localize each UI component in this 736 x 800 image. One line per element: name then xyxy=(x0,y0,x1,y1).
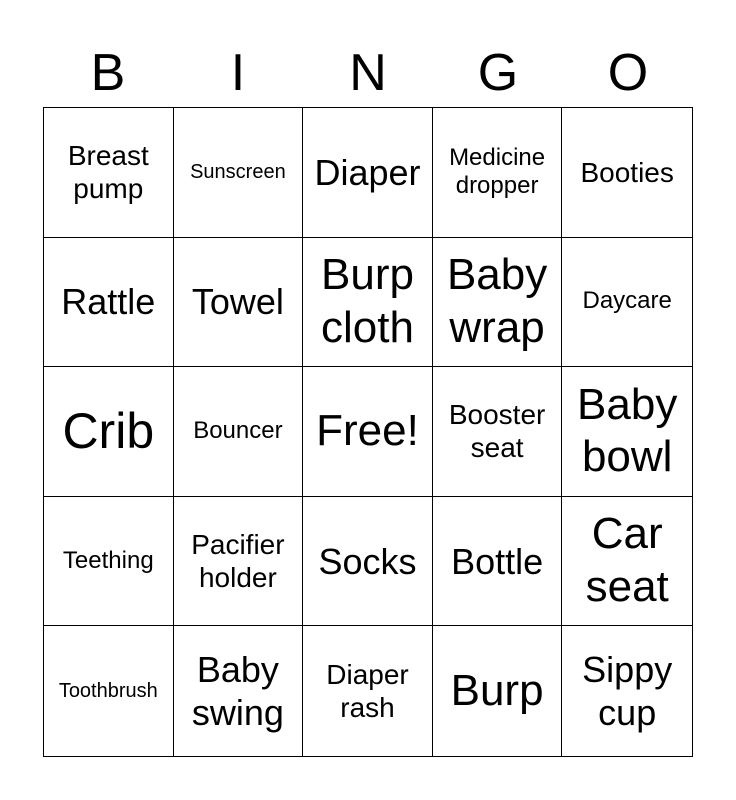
bingo-card xyxy=(43,107,693,757)
bingo-cell[interactable] xyxy=(562,626,692,756)
bingo-cell[interactable] xyxy=(44,626,174,756)
header-letter-g: G xyxy=(477,44,519,102)
bingo-cell[interactable] xyxy=(44,367,174,497)
header-letter-b: B xyxy=(90,44,126,102)
cell-label: Free! xyxy=(316,406,419,456)
cell-label: Daycare xyxy=(582,287,672,315)
cell-label: Teething xyxy=(62,546,154,574)
cell-label: Car seat xyxy=(585,509,669,612)
cell-label: Towel xyxy=(191,281,284,323)
bingo-cell[interactable] xyxy=(303,626,433,756)
header-letter-n: N xyxy=(349,44,387,102)
cell-label: Sunscreen xyxy=(190,160,286,183)
cell-label: Baby wrap xyxy=(446,250,548,352)
cell-label: Rattle xyxy=(61,281,156,323)
bingo-cell[interactable] xyxy=(433,367,563,497)
cell-label: Bouncer xyxy=(193,417,283,445)
bingo-cell[interactable] xyxy=(433,238,563,368)
bingo-cell[interactable] xyxy=(174,497,304,627)
header-letter-o: O xyxy=(607,44,649,102)
bingo-cell[interactable] xyxy=(44,108,174,238)
cell-label: Pacifier holder xyxy=(191,528,285,594)
bingo-cell[interactable] xyxy=(174,108,304,238)
cell-label: Booster seat xyxy=(448,398,546,464)
cell-label: Diaper xyxy=(314,151,421,193)
bingo-cell[interactable] xyxy=(433,626,563,756)
bingo-cell[interactable] xyxy=(303,108,433,238)
cell-label: Burp cloth xyxy=(321,250,414,352)
bingo-cell[interactable] xyxy=(562,108,692,238)
bingo-cell[interactable] xyxy=(433,497,563,627)
cell-label: Sippy cup xyxy=(582,649,673,734)
bingo-cell[interactable] xyxy=(174,238,304,368)
bingo-cell[interactable] xyxy=(562,497,692,627)
bingo-cell[interactable] xyxy=(562,367,692,497)
bingo-cell[interactable] xyxy=(44,497,174,627)
cell-label: Socks xyxy=(318,540,417,582)
cell-label: Crib xyxy=(62,403,155,460)
cell-label: Booties xyxy=(580,156,674,188)
cell-label: Breast pump xyxy=(67,139,149,205)
cell-label: Bottle xyxy=(451,540,544,582)
header-letter-i: I xyxy=(230,44,246,102)
bingo-cell[interactable] xyxy=(303,238,433,368)
free-space-cell[interactable] xyxy=(303,367,433,497)
cell-label: Medicine dropper xyxy=(449,143,546,200)
cell-label: Baby swing xyxy=(191,649,284,734)
cell-label: Baby bowl xyxy=(577,379,678,482)
bingo-header xyxy=(43,38,693,108)
cell-label: Diaper rash xyxy=(326,658,409,724)
cell-label: Burp xyxy=(450,665,544,715)
bingo-cell[interactable] xyxy=(433,108,563,238)
bingo-cell[interactable] xyxy=(303,497,433,627)
bingo-cell[interactable] xyxy=(174,626,304,756)
cell-label: Toothbrush xyxy=(58,679,158,702)
bingo-cell[interactable] xyxy=(562,238,692,368)
bingo-cell[interactable] xyxy=(174,367,304,497)
bingo-cell[interactable] xyxy=(44,238,174,368)
